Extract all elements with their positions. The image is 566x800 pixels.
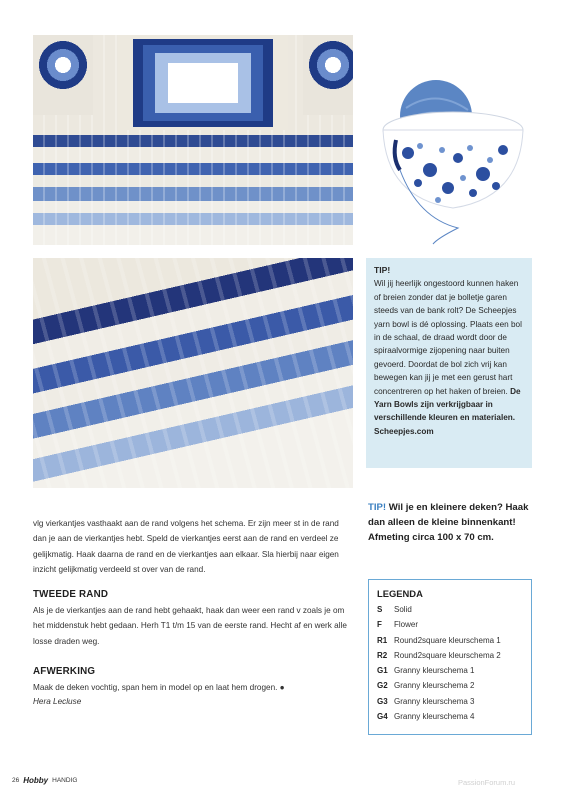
yarn-bowl-photo bbox=[378, 78, 528, 248]
legenda-code: G3 bbox=[377, 696, 388, 706]
legenda-row bbox=[377, 694, 523, 709]
legenda-title: LEGENDA bbox=[377, 588, 423, 599]
legenda-row bbox=[377, 602, 523, 617]
tweede-rand-text: Als je de vierkantjes aan de rand hebt gehaakt, haak dan weer een rand v zoals je om het middenstuk hebt gedaan. Herh T1 t/m 15 van de eerste rand. Hecht af en werk alle losse draden weg. bbox=[33, 606, 347, 646]
heading-tweede-rand: TWEEDE RAND bbox=[33, 589, 109, 600]
legenda-label: Granny kleurschema 2 bbox=[394, 681, 475, 691]
legenda-code: F bbox=[377, 620, 382, 630]
intro-paragraph: vlg vierkantjes vasthaakt aan de rand volgens het schema. Er zijn meer st in de rand dan je aan de vierkantjes hebt. Speld de vierkantjes eerst aan de rand en verdeel ze gelijkmatig. Haak daarna de rand en de vierkantjes aan elkaar. Sla hierbij naar eigen inzicht gelijkmatig verdeeld st over van de rand. bbox=[33, 519, 339, 575]
afwerking-text: Maak de deken vochtig, span hem in model op en laat hem drogen. ● bbox=[33, 683, 285, 692]
legenda-row bbox=[377, 709, 523, 724]
granny-square-left bbox=[33, 35, 93, 115]
tip-availability: De Yarn Bowls zijn verkrijgbaar in verschillende kleuren en materialen. bbox=[374, 386, 521, 423]
legenda-label: Granny kleurschema 1 bbox=[394, 666, 475, 676]
tip-title: TIP! bbox=[374, 265, 391, 275]
page-number: 26 bbox=[12, 777, 20, 784]
legenda-code: G1 bbox=[377, 666, 388, 676]
legenda-label: Granny kleurschema 4 bbox=[394, 712, 475, 722]
tip2-text: Wil je en kleinere deken? Haak dan alleen de kleine binnenkant! Afmeting circa 100 x 70 cm. bbox=[368, 502, 529, 543]
legenda-code: G2 bbox=[377, 681, 388, 691]
legenda-box bbox=[368, 579, 532, 735]
legenda-row bbox=[377, 633, 523, 648]
legenda-code: S bbox=[377, 605, 383, 614]
legenda-row bbox=[377, 663, 523, 678]
legenda-code: G4 bbox=[377, 712, 388, 722]
heading-afwerking: AFWERKING bbox=[33, 666, 96, 677]
bowl-body bbox=[383, 130, 523, 208]
legenda-code: R2 bbox=[377, 650, 388, 660]
legenda-code: R1 bbox=[377, 635, 388, 645]
legenda-label: Granny kleurschema 3 bbox=[394, 696, 475, 706]
page-footer bbox=[12, 776, 77, 785]
legenda-row bbox=[377, 617, 523, 632]
yarn-bowl-illustration bbox=[378, 78, 528, 248]
author-name: Hera Lecluse bbox=[33, 697, 82, 706]
watermark: PassionForum.ru bbox=[458, 778, 516, 787]
brand-name: HANDIG bbox=[52, 777, 78, 784]
legenda-row bbox=[377, 648, 523, 663]
legenda-label: Round2square kleurschema 2 bbox=[394, 650, 501, 660]
legenda-label: Solid bbox=[394, 605, 412, 614]
crochet-wave-closeup-photo bbox=[33, 258, 353, 488]
granny-square-center bbox=[118, 35, 288, 130]
tip-link[interactable]: Scheepjes.com bbox=[374, 426, 434, 436]
tip-box bbox=[366, 258, 532, 468]
legenda-label: Round2square kleurschema 1 bbox=[394, 635, 501, 645]
tip-smaller-blanket bbox=[368, 500, 538, 545]
crochet-border-photo bbox=[33, 35, 353, 245]
legenda-row bbox=[377, 678, 523, 693]
hobby-logo: Hobby bbox=[23, 776, 49, 785]
granny-square-right bbox=[303, 35, 353, 115]
legenda-label: Flower bbox=[394, 620, 419, 630]
tip-text: Wil jij heerlijk ongestoord kunnen haken of breien zonder dat je bolletje garen steeds van de bank rolt? De Scheepjes yarn bowl is dé oplossing. Plaats een bol in de schaal, de draad wordt door de spiraalvormige zijopening naar buiten gevoerd. Doordat de bol zich vrij kan bewegen kan jij je met een gerust hart concentreren op het haken of breien. bbox=[374, 279, 522, 396]
tip2-label: TIP! bbox=[368, 502, 387, 513]
